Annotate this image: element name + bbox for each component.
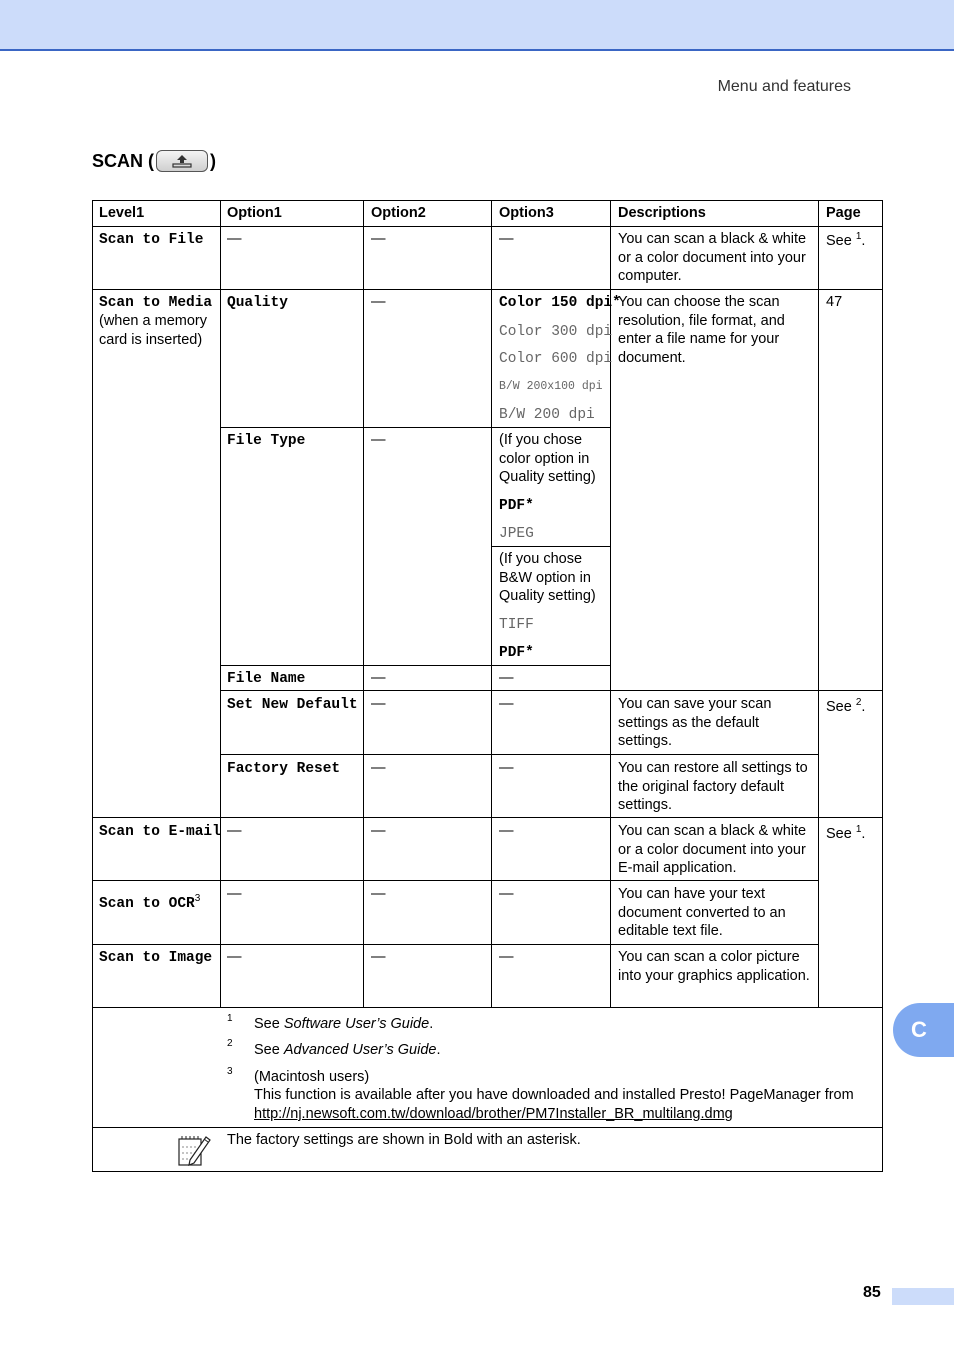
header-level1: Level1	[99, 205, 145, 221]
dash: —	[371, 231, 386, 247]
dash: —	[499, 886, 514, 902]
dash: —	[499, 696, 514, 712]
footnote-1: See Software User’s Guide.	[254, 1016, 434, 1032]
level1-scan-to-ocr: Scan to OCR$^3$	[99, 893, 201, 912]
level1-scan-to-image: Scan to Image	[99, 950, 213, 966]
page-ref-scan-to-file: See $^1$.	[826, 231, 866, 249]
dash: —	[227, 231, 242, 247]
level1-scan-to-email: Scan to E-mail	[99, 824, 221, 840]
level1-scan-to-file: Scan to File	[99, 232, 204, 248]
footnote-3-line1: (Macintosh users)	[254, 1069, 370, 1085]
dash: —	[371, 432, 386, 448]
dash: —	[227, 886, 242, 902]
option1-set-new-default: Set New Default	[227, 697, 358, 713]
footnote-number: 3	[227, 1066, 233, 1077]
desc-quality: You can choose the scan resolution, file format, and enter a file name for your document.	[618, 294, 785, 366]
file-type-color-note: (If you chose color option in Quality setting)	[499, 432, 596, 485]
dash: —	[371, 294, 386, 310]
header-option2: Option2	[371, 205, 426, 221]
desc-set-new-default: You can save your scan settings as the default settings.	[618, 696, 772, 749]
footnote-number: 2	[227, 1038, 233, 1049]
desc-factory-reset: You can restore all settings to the original factory default settings.	[618, 760, 808, 813]
quality-option: Color 300 dpi	[499, 324, 613, 340]
header-option3: Option3	[499, 205, 554, 221]
desc-scan-to-ocr: You can have your text document converted to an editable text file.	[618, 886, 786, 939]
page-ref-scan-to-email: See $^1$.	[826, 824, 866, 842]
level1-scan-to-media: Scan to Media	[99, 295, 213, 311]
dash: —	[499, 949, 514, 965]
note-pencil-icon	[176, 1133, 212, 1172]
quality-option: B/W 200x100 dpi	[499, 380, 603, 393]
file-type-option: TIFF	[499, 617, 534, 633]
header-page: Page	[826, 205, 861, 221]
download-link[interactable]: http://nj.newsoft.com.tw/download/brother/PM7Installer_BR_multilang.dmg	[254, 1106, 733, 1122]
dash: —	[227, 823, 242, 839]
header-descriptions: Descriptions	[618, 205, 706, 221]
page-number-bar	[892, 1288, 954, 1305]
level1-scan-to-media-note: (when a memory card is inserted)	[99, 313, 207, 348]
section-title-suffix: )	[210, 150, 216, 171]
dash: —	[371, 696, 386, 712]
scan-key-icon	[156, 150, 208, 172]
chapter-tab: C	[893, 1003, 954, 1057]
file-type-option: PDF*	[499, 498, 534, 514]
note-text: The factory settings are shown in Bold with an asterisk.	[227, 1132, 581, 1148]
desc-scan-to-file: You can scan a black & white or a color document into your computer.	[618, 231, 807, 284]
dash: —	[499, 231, 514, 247]
option1-factory-reset: Factory Reset	[227, 761, 341, 777]
option1-file-type: File Type	[227, 433, 306, 449]
option1-file-name: File Name	[227, 671, 306, 687]
quality-option: B/W 200 dpi	[499, 407, 595, 423]
dash: —	[499, 670, 514, 686]
quality-option: Color 150 dpi*	[499, 295, 621, 311]
file-type-bw-note: (If you chose B&W option in Quality setting)	[499, 551, 596, 604]
dash: —	[499, 823, 514, 839]
page-number: 85	[863, 1284, 881, 1301]
footnote-number: 1	[227, 1013, 233, 1024]
header-title: Menu and features	[717, 78, 851, 95]
section-title-prefix: SCAN (	[92, 150, 154, 171]
dash: —	[371, 949, 386, 965]
dash: —	[371, 760, 386, 776]
dash: —	[227, 949, 242, 965]
footnote-3-line2: This function is available after you have downloaded and installed Presto! PageManager from	[254, 1087, 854, 1103]
dash: —	[371, 670, 386, 686]
section-title	[92, 150, 216, 172]
dash: —	[499, 760, 514, 776]
top-banner	[0, 0, 954, 51]
page-ref-set-new-default: See $^2$.	[826, 697, 866, 715]
desc-scan-to-email: You can scan a black & white or a color document into your E-mail application.	[618, 823, 807, 876]
dash: —	[371, 823, 386, 839]
footnote-2: See Advanced User’s Guide.	[254, 1042, 441, 1058]
file-type-option: JPEG	[499, 526, 534, 542]
page-quality: 47	[826, 294, 843, 310]
desc-scan-to-image: You can scan a color picture into your graphics application.	[618, 949, 810, 984]
header-option1: Option1	[227, 205, 282, 221]
quality-option: Color 600 dpi	[499, 351, 613, 367]
option1-quality: Quality	[227, 295, 288, 311]
file-type-option: PDF*	[499, 645, 534, 661]
dash: —	[371, 886, 386, 902]
